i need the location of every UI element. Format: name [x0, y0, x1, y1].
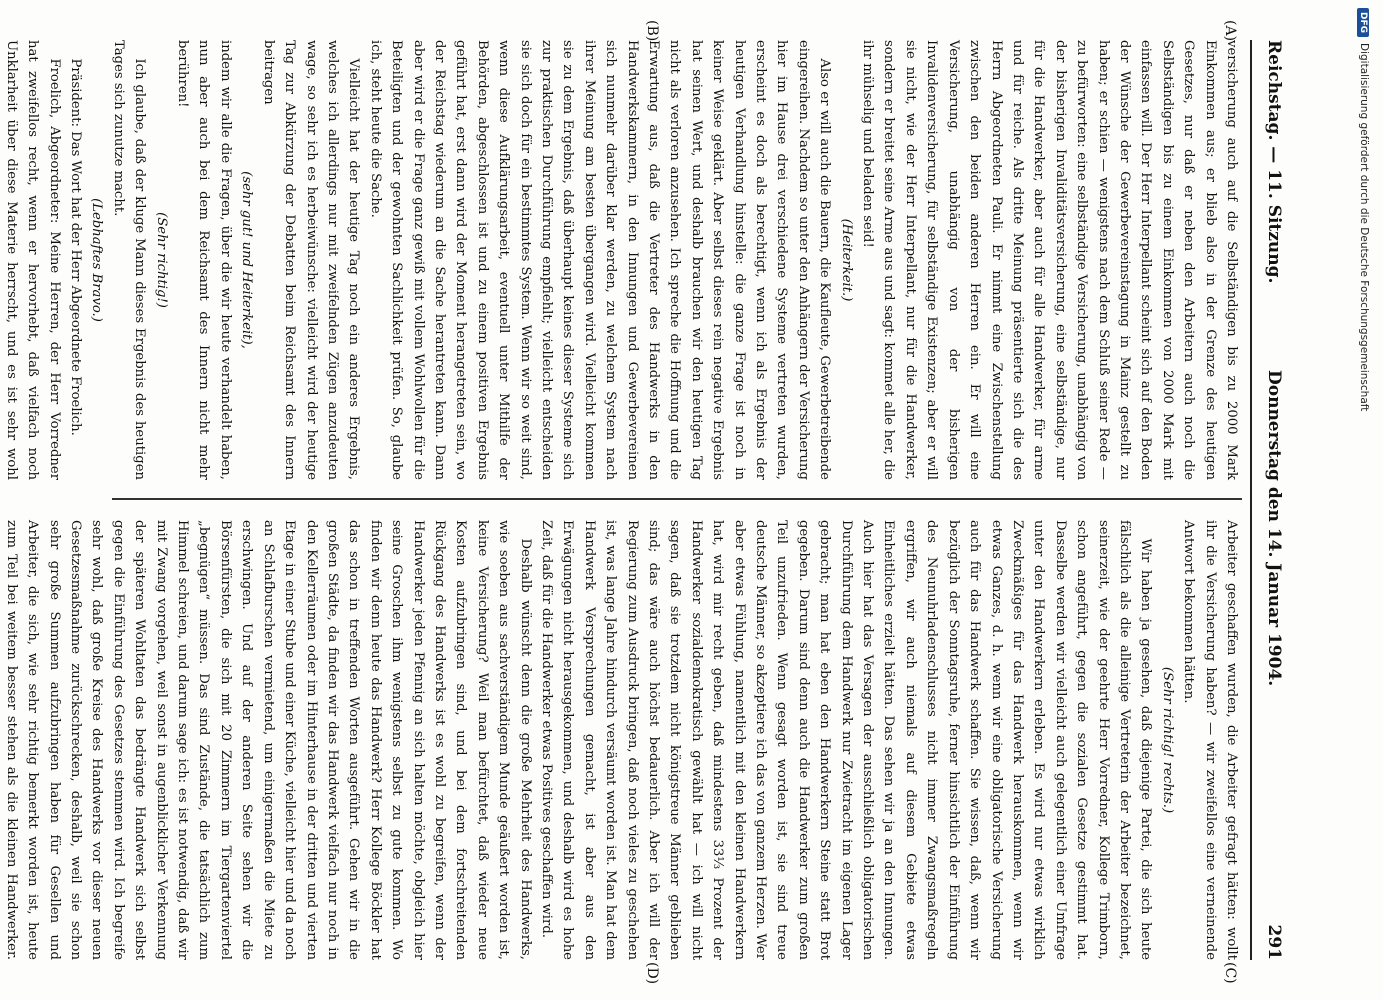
paragraph: indem wir alle die Fragen, über die wir heute verhandelt haben, nun aber auch bei dem Reichsamt des Innern nicht mehr berühren!	[175, 40, 233, 480]
margin-mark-d: (D)	[644, 962, 660, 985]
interjection: (Lebhaftes Bravo.)	[89, 198, 105, 322]
right-column	[3, 520, 1242, 960]
interjection: (Sehr richtig! rechts.)	[1159, 666, 1175, 814]
header-date: Donnerstag den 14. Januar 1904.	[1264, 370, 1284, 687]
paragraph: Ich glaube, daß der kluge Mann dieses Ergebnis des heutigen Tages sich zunutze macht.	[110, 40, 148, 480]
margin-mark-a: (A)	[1222, 20, 1238, 42]
left-column	[3, 40, 1242, 480]
running-header	[1250, 40, 1290, 960]
header-session: Reichstag. — 11. Sitzung.	[1264, 40, 1284, 284]
interjection: (sehr gut! und Heiterkeit),	[239, 171, 255, 349]
interjection: (Sehr richtig!)	[153, 212, 169, 308]
digitization-credit	[1350, 8, 1370, 993]
speaker-paragraph: Froelich, Abgeordneter: Meine Herren, der Herr Vorredner hat zweifellos recht, wenn er hervorhebt, daß vielfach noch Unklarheit über diese Materie herrscht, und es ist sehr wohl	[3, 40, 62, 480]
paragraph: Deshalb wünscht denn die große Mehrheit des Handwerks, wie soeben aus sachverständigem Munde geäußert worden ist, keine Versicherung? Weil man befürchtet, daß wieder neue Kosten aufzubringen sind, und bei dem fortschreitenden Rückgang des Handwerks ist es wohl zu begreifen, wenn der Handwerker jeden Pfennig an sich halten möchte, obgleich hier seine Groschen ihm wenigstens selbst zu gute kommen. Wo finden wir denn heute das Handwerk? Herr Kollege Böckler hat das schon in treffenden Worten ausgeführt. Gehen wir in die großen Städte, da finden wir das Handwerk vielfach nur noch in den Kellerräumen oder im Hinterhause in der dritten und vierten Etage in einer Stube und einer Küche, vielleicht hier und da noch an Schlafburschen vermietend, um einigermaßen die Miete zu erschwingen. Und auf der anderen Seite sehen wir die Börsenfürsten, die sich mit 20 Zimmern im Tiergartenviertel „begnügen“ müssen. Das sind Zustände, die tatsächlich zum Himmel schreien, und darum sage ich: es ist notwendig, daß wir mit Zwang vorgehen, weil sonst in augenblicklicher Verkennung der späteren Wohltaten das bedrängte Handwerk sich selbst gegen die Einführung des Gesetzes stemmen wird. Ich begreife sehr wohl, daß große Kreise des Handwerks vor dieser neuen Gesetzesmaßnahme zurückschrecken, deshalb, weil sie schon sehr große Summen aufzubringen haben für Gesellen und Arbeiter, die sich, wie sehr richtig bemerkt worden ist, heute zum Teil bei weitem besser stehen als die kleinen Handwerker.	[3, 520, 533, 960]
paragraph: Vielleicht hat der heutige Tag noch ein anderes Ergebnis, welches ich allerdings nur mit zweifelnden Zügen anzudeuten wage, so sehr ich es herbeiwünsche: vielleicht wird der heutige Tag zur Abkürzung der Debatten beim Reichsamt des Innern beitragen	[260, 40, 362, 480]
interjection: (Heiterkeit.)	[838, 218, 854, 302]
paragraph: Also er will auch die Bauern, die Kaufleute, Gewerbetreibende eingereihen. Nachdem so unter den Anhängern der Versicherung hier im Hause drei verschiedene Systeme vertreten wurden, erscheint es doch als berechtigt, wenn ich als Ergebnis der heutigen Verhandlung hinstelle: die ganze Frage ist noch in keiner Weise geklärt. Aber selbst dieses rein negative Ergebnis hat seinen Wert, und deshalb brauchen wir den heutigen Tag nicht als verloren anzusehen. Ich spreche die Hoffnung und die Erwartung aus, daß die Vertreter des Handwerks in den Handwerkskammern, in den Innungen und Gewerbevereinen sich nunmehr darüber klar werden, zu welchem System nach ihrer Meinung am besten übergangen wird. Vielleicht kommen sie zu dem Ergebnis, daß überhaupt keines dieser Systeme sich zur praktischen Durchführung empfiehlt; vielleicht entscheiden sie sich doch für ein bestimmtes System. Wenn wir so weit sind, wenn diese Aufklärungsarbeit, eventuell unter Mithilfe der Behörden, abgeschlossen ist und zu einem positiven Ergebnis geführt hat, erst dann wird der Moment herangetreten sein, wo der Reichstag wiederum an die Sache herantreten kann. Dann aber wird er die Frage ganz gewiß mit vollem Wohlwollen für die Beteiligten und der gewohnten Sachlichkeit prüfen. So, glaube ich, steht heute die Sache.	[367, 40, 833, 480]
page-number: 291	[1264, 924, 1284, 960]
speaker-paragraph: Präsident: Das Wort hat der Herr Abgeordnete Froelich.	[68, 58, 84, 436]
column-divider	[112, 498, 1242, 500]
paragraph: Arbeiter geschaffen wurden, die Arbeiter gefragt hätten: wollt ihr die Versicherung haben? — wir zweifellos eine verneinende Antwort bekommen hätten.	[1181, 520, 1239, 960]
margin-mark-b: (B)	[644, 20, 660, 42]
paragraph: Wir haben ja gesehen, daß diejenige Partei, die sich heute fälschlich als die alleinige Vertreterin der Arbeiter bezeichnet, seinerzeit, wie der geehrte Herr Vorredner, Kollege Trimborn, schon angeführt, gegen die sozialen Gesetze gestimmt hat. Dasselbe werden wir vielleicht auch gelegentlich einer Umfrage unter den Handwerkern erleben. Es wird nur etwas wirklich Zweckmäßiges für das Handwerk herauskommen, wenn wir etwas Ganzes, d. h. wenn wir eine obligatorische Versicherung auch für das Handwerk schaffen. Sie wissen, daß, wenn wir bezüglich der Sonntagsruhe, ferner hinsichtlich der Einführung des Neunuhrladenschlusses nicht immer Zwangsmaßregeln ergriffen, wir auch niemals auf diesem Gebiete etwas Einheitliches erzielt hätten. Das sehen wir ja an den Innungen. Auch hier hat das Versagen der ausschließlich obligatorischen Durchführung dem Handwerk nur Zwietracht im eigenen Lager gebracht; man hat eben den Handwerkern Steine statt Brot gegeben. Darum sind denn auch die Handwerker zum großen Teil unzufrieden. Wenn gesagt worden ist, sie sind treue deutsche Männer, so akzeptiere ich das von ganzem Herzen. Wer aber etwas Fühlung, namentlich mit den kleinen Handwerkern hat, wird mir recht geben, daß mindestens 33⅓ Prozent der Handwerker sozialdemokratisch gewählt hat — ich will nicht sagen, daß sie trotzdem nicht königstreue Männer geblieben sind; das wäre auch höchst bedauerlich. Aber ich will der Regierung zum Ausdruck bringen, daß noch vieles zu geschehen ist, was lange Jahre hindurch versäumt worden ist. Man hat dem Handwerk Versprechungen gemacht, ist aber aus den Erwägungen nicht herausgekommen, und deshalb wird es hohe Zeit, daß für die Handwerker etwas Positives geschaffen wird.	[539, 520, 1154, 960]
paragraph: versicherung auch auf die Selbständigen bis zu 2000 Mark Einkommen aus; er blieb also in der Grenze des heutigen Gesetzes, nur daß er neben den Arbeitern auch noch die Selbständigen bis zu einem Einkommen von 2000 Mark mit einfassen will. Der Herr Interpellant scheint sich auf den Boden der Wünsche der Gewerbevereinstagung in Mainz gestellt zu haben; er schien — wenigstens nach dem Schluß seiner Rede — zu befürworten: eine selbständige Versicherung, unabhängig von der bisherigen Invaliditätsversicherung, eine selbständige, nur für die Handwerker, aber auch für alle Handwerker, für arme und für reiche. Als dritte Meinung präsentierte sich die des Herrn Abgeordneten Pauli. Er nimmt eine Zwischenstellung zwischen den beiden anderen Herren ein. Er will eine Versicherung, unabhängig von der bisherigen Invalidenversicherung, für selbständige Existenzen; aber er will sie nicht, wie der Herr Interpellant, nur für die Handwerker, sondern er breitet seine Arme aus und sagt: kommet alle her, die ihr mühselig und beladen seid!	[860, 40, 1239, 480]
header-rule	[1250, 40, 1252, 960]
credit-text-line	[1350, 8, 1370, 988]
rotated-sheet	[3, 20, 1300, 985]
credit-text: Digitalisierung gefördert durch die Deutsche Forschungsgemeinschaft	[1358, 43, 1370, 412]
dfg-logo: DFG	[1357, 8, 1369, 37]
margin-mark-c: (C)	[1222, 962, 1238, 984]
